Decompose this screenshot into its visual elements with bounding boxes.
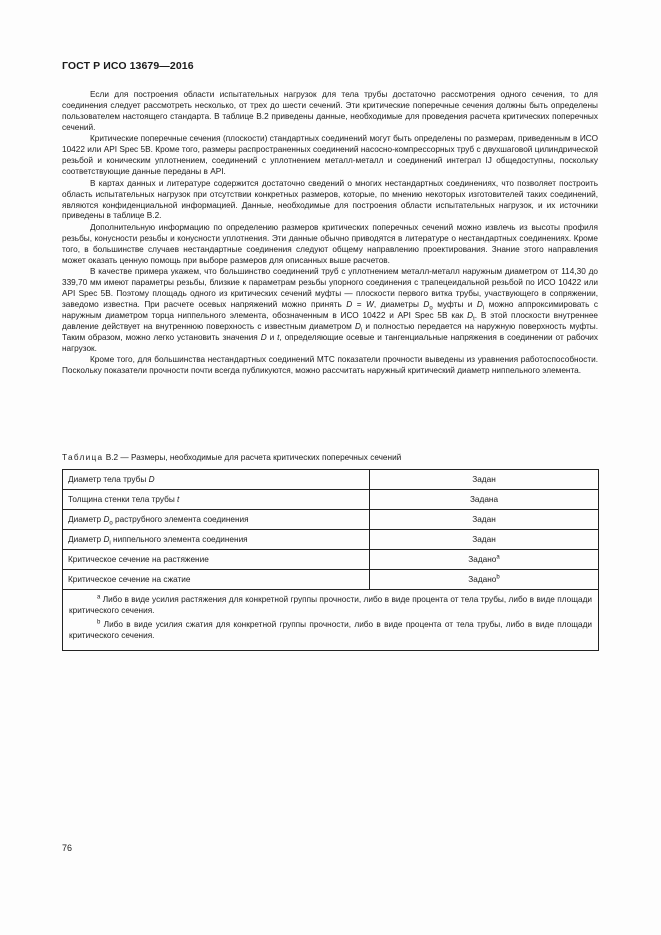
row-label xyxy=(63,550,370,570)
row-value xyxy=(370,470,599,490)
table-caption xyxy=(62,453,602,462)
document-header: ГОСТ Р ИСО 13679—2016 xyxy=(62,60,194,72)
p5-text-6: и полностью передается на наружную поверхность муфты. Таким образом, можно легко установить значения xyxy=(62,322,598,342)
paragraph-5 xyxy=(62,267,598,355)
table-footnote xyxy=(69,619,592,641)
value-text: Задан xyxy=(472,475,496,484)
label-variable: D xyxy=(103,535,110,544)
var-W: W xyxy=(366,300,374,310)
var-Do: D xyxy=(423,300,430,310)
p5-text-3: муфты и xyxy=(432,300,477,310)
row-value xyxy=(370,570,599,590)
row-label xyxy=(63,470,370,490)
row-value xyxy=(370,550,599,570)
paragraph-6: Кроме того, для большинства нестандартных соединений МТС показатели прочности выведены из уравнения работоспособности. Поскольку показатели прочности почти всегда публикуются, можно рассчитать наружный критический диаметр ниппельного элемента. xyxy=(62,355,598,376)
var-t: t xyxy=(277,332,280,342)
footnote-mark: b xyxy=(97,619,101,626)
footnote-mark: b xyxy=(496,574,500,581)
value-text: Задано xyxy=(468,575,497,584)
table-row xyxy=(63,490,599,510)
label-text: Диаметр xyxy=(68,515,104,524)
row-value xyxy=(370,530,599,550)
row-label xyxy=(63,510,370,530)
sub-i-2: i xyxy=(360,327,363,334)
table-footnote xyxy=(69,594,592,616)
paragraph-4: Дополнительную информацию по определению размеров критических поперечных сечений можно извлечь из высоты профиля резьбы, конусности резьбы и конусности уплотнения. Эти данные обычно приводятся в литературе о нестандартных соединениях. Кроме того, в большинстве случаев нестандартные соединения следуют общему направлению проектирования. Знание этого направления может оказать ценную помощь при выборе размеров для описанных выше расчетов. xyxy=(62,222,598,265)
table-notes-row xyxy=(63,590,599,651)
label-subscript: o xyxy=(109,520,113,527)
table-notes xyxy=(63,590,599,651)
value-text: Задана xyxy=(469,495,499,504)
paragraph-1: Если для построения области испытательных нагрузок для тела трубы достаточно рассмотрения одного сечения, то для соединения следует рассмотреть несколько, от трех до шести сечений. Эти критические поперечные сечения должны быть определены пользователем настоящего стандарта. В таблице В.2 приведены данные, необходимые для проведения расчета критических поперечных сечений. xyxy=(62,90,598,132)
row-value xyxy=(370,490,599,510)
page-number: 76 xyxy=(62,843,73,853)
footnote-text: Либо в виде усилия растяжения для конкретной группы прочности, либо в виде процента от тела трубы, либо в виде площади критического сечения. xyxy=(69,595,592,615)
caption-word: Таблица xyxy=(62,453,104,462)
label-text: Толщина стенки тела трубы xyxy=(68,495,178,504)
label-text-end: ниппельного элемента соединения xyxy=(110,535,248,544)
paragraph-2: Критические поперечные сечения (плоскости) стандартных соединений могут быть определены по размерам, приведенным в ИСО 10422 или API Spec 5B. Кроме того, размеры распространенных соединений насосно-компрессорных труб с двухшаговой цилиндрической резьбой и коническим уплотнением, соединений с уплотнением металл-металл и соединений интеграл IJ общедоступны, поскольку соответствующие данные переданы в API. xyxy=(62,134,598,177)
p5-eq: = xyxy=(352,300,367,310)
row-label xyxy=(63,530,370,550)
label-subscript: i xyxy=(109,540,111,547)
table-row xyxy=(63,570,599,590)
p5-text-4: можно аппроксимировать с наружным диаметром торца ниппельного элемента, обозначенным в ИСО 10422 и API Spec 5B как xyxy=(62,300,598,321)
caption-text: В.2 — Размеры, необходимые для расчета критических поперечных сечений xyxy=(103,453,402,462)
value-text: Задан xyxy=(472,535,496,544)
row-label xyxy=(63,570,370,590)
var-Di-2: D xyxy=(354,322,361,332)
table-row xyxy=(63,550,599,570)
sub-t: t xyxy=(473,316,475,323)
p5-text-8: , определяющие осевые и тангенциальные напряжения в соединении от рабочих нагрузок. xyxy=(62,332,598,353)
p5-text-1: В качестве примера укажем, что большинство соединений труб с уплотнением металл-металл наружным диаметром от 114,30 до 339,70 мм имеют параметры резьбы, близкие к параметрам резьбы упорного соединения с трапецеидальной резьбой по ИСО 10422 или API Spec 5B. Поэтому площадь одного из критических сечений муфты — плоскости первого витка трубы, участвующего в сопряжении, заведомо известна. При расчете осевых напряжений можно принять xyxy=(62,267,598,310)
paragraph-3: В картах данных и литературе содержится достаточно сведений о многих нестандартных соединениях, что позволяет построить область испытательных нагрузок при отсутствии конкретных размеров, которые, по мнению некоторых изготовителей таких соединений, являются конфиденциальной информацией. Данные, необходимые для построения области испытательных нагрузок, и их источники приведены в таблице В.2. xyxy=(62,178,598,221)
label-text: Критическое сечение на сжатие xyxy=(68,575,191,584)
p5-text-7: и xyxy=(266,332,278,342)
row-value xyxy=(370,510,599,530)
label-text: Диаметр тела трубы xyxy=(68,475,149,484)
p5-text-5: . В этой плоскости внутреннее давление действует на внутреннюю поверхность с известным диаметром xyxy=(62,311,598,332)
var-D-2: D xyxy=(260,332,267,342)
table-row xyxy=(63,510,599,530)
row-label xyxy=(63,490,370,510)
value-text: Задан xyxy=(472,515,496,524)
sub-o: o xyxy=(429,305,433,312)
footnote-text: Либо в виде усилия сжатия для конкретной группы прочности, либо в виде процента от тела трубы, либо в виде площади критического сечения. xyxy=(69,620,592,640)
table-row xyxy=(63,470,599,490)
label-text-end: раструбного элемента соединения xyxy=(112,515,249,524)
label-variable: D xyxy=(103,515,110,524)
p5-text-2: , диаметры xyxy=(373,300,424,310)
footnote-mark: a xyxy=(496,554,500,561)
dimensions-table xyxy=(62,469,599,651)
sub-i: i xyxy=(482,305,485,312)
table-row xyxy=(63,530,599,550)
var-D: D xyxy=(346,300,353,310)
label-text: Диаметр xyxy=(68,535,104,544)
var-Di: D xyxy=(476,300,483,310)
value-text: Задано xyxy=(468,555,497,564)
footnote-mark: a xyxy=(97,594,101,601)
var-Dt: D xyxy=(467,311,474,321)
body-text xyxy=(62,90,598,378)
label-variable: D xyxy=(148,475,155,484)
label-text: Критическое сечение на растяжение xyxy=(68,555,209,564)
label-variable: t xyxy=(177,495,180,504)
